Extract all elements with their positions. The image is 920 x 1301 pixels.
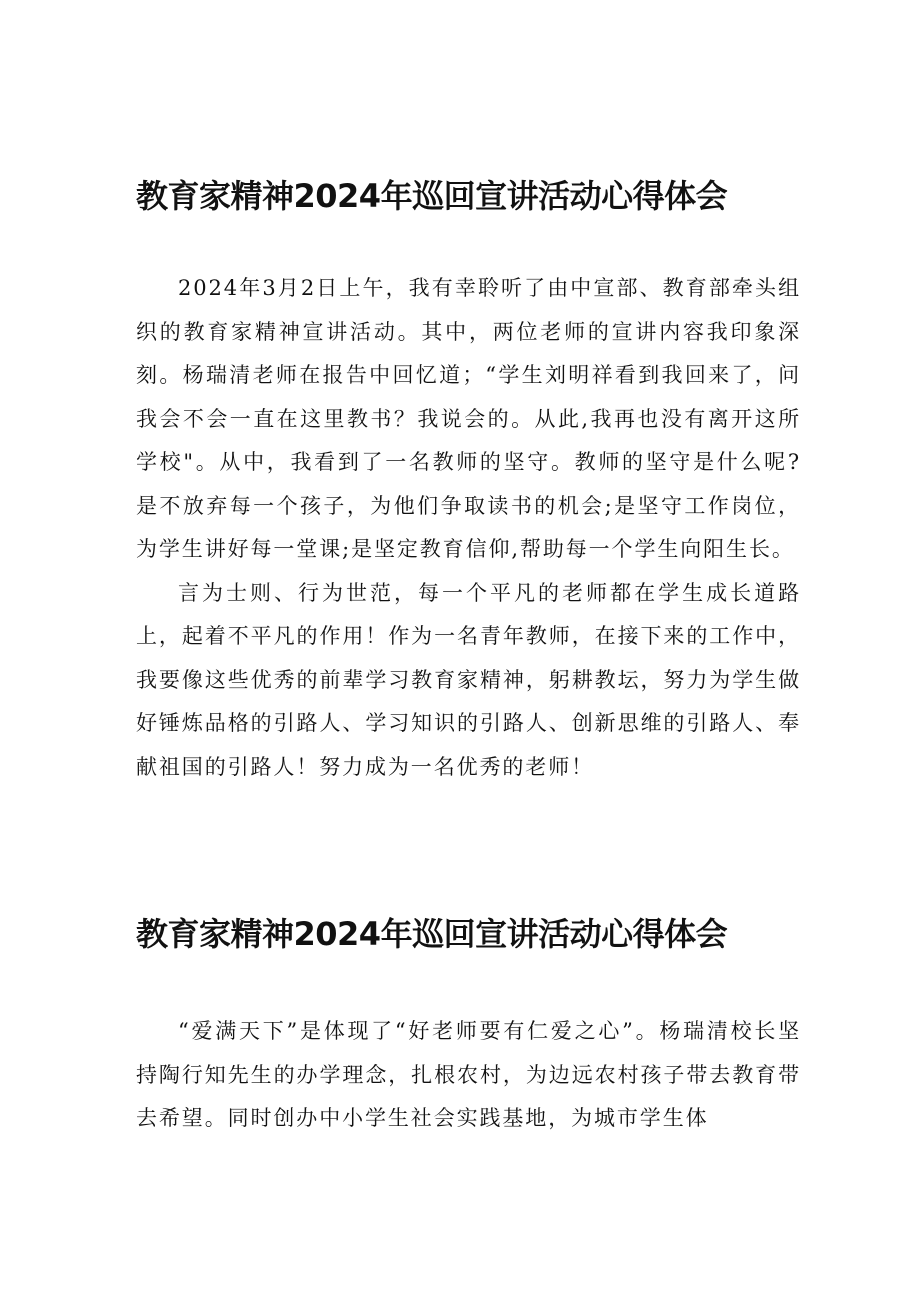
body-paragraph: 2024年3月2日上午，我有幸聆听了由中宣部、教育部牵头组织的教育家精神宣讲活动。其中，两位老师的宣讲内容我印象深刻。杨瑞清老师在报告中回忆道；“学生刘明祥看到我回来了，问我会不会一直在这里教书？我说会的。从此,我再也没有离开这所学校"。从中，我看到了一名教师的坚守。教师的坚守是什么呢?是不放弃每一个孩子，为他们争取读书的机会;是坚守工作岗位，为学生讲好每一堂课;是坚定教育信仰,帮助每一个学生向阳生长。: [136, 276, 801, 561]
article-title: 教育家精神2024年巡回宣讲活动心得体会: [136, 177, 728, 215]
body-paragraph: 言为士则、行为世范，每一个平凡的老师都在学生成长道路上，起着不平凡的作用！作为一名青年教师，在接下来的工作中，我要像这些优秀的前辈学习教育家精神，躬耕教坛，努力为学生做好锤炼品格的引路人、学习知识的引路人、创新思维的引路人、奉献祖国的引路人！努力成为一名优秀的老师！: [136, 580, 801, 779]
article-section-2: [136, 910, 801, 1141]
article-body: [136, 267, 801, 789]
article-section-1: [136, 172, 801, 789]
article-body: [136, 1010, 801, 1141]
article-title: 教育家精神2024年巡回宣讲活动心得体会: [136, 915, 728, 953]
body-paragraph: “爱满天下”是体现了“好老师要有仁爱之心”。杨瑞清校长坚持陶行知先生的办学理念，扎根农村，为边远农村孩子带去教育带去希望。同时创办中小学生社会实践基地，为城市学生体: [136, 1019, 801, 1130]
